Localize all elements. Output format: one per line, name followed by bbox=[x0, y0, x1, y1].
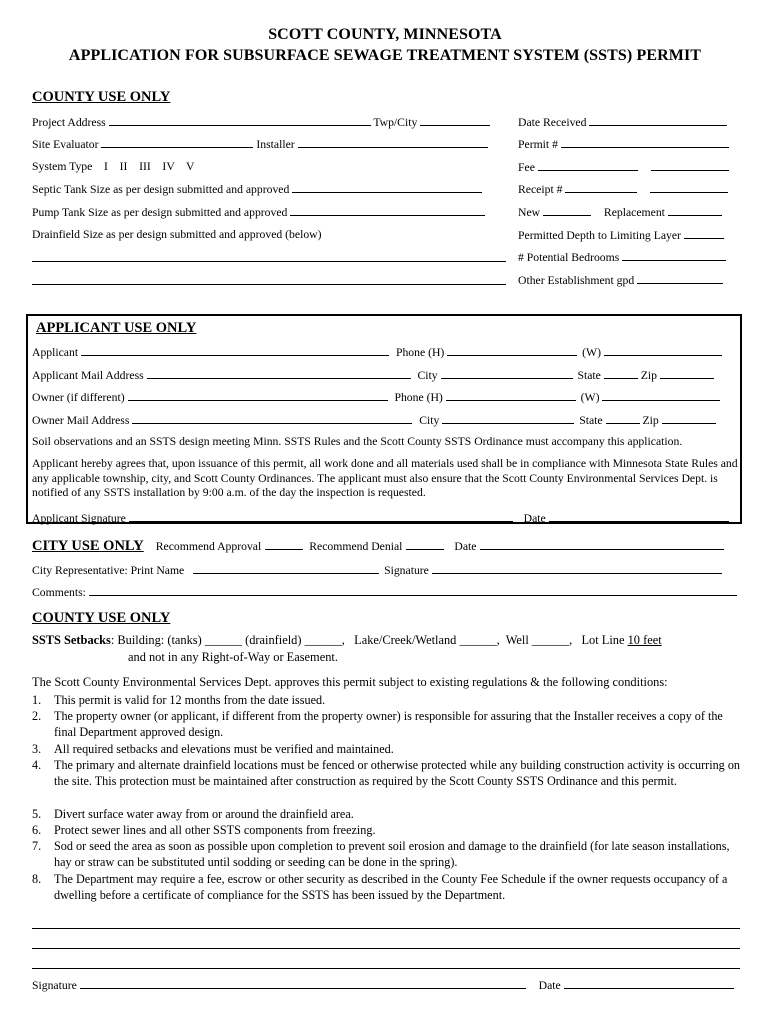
permit-number-field[interactable] bbox=[561, 137, 729, 148]
applicant-phone-h-label: Phone (H) bbox=[395, 346, 445, 359]
fee-label: Fee bbox=[518, 161, 535, 174]
applicant-zip-label: Zip bbox=[640, 369, 657, 382]
drainfield-line-1[interactable] bbox=[32, 261, 506, 262]
applicant-phone-w-label: (W) bbox=[582, 346, 601, 359]
septic-tank-field[interactable] bbox=[292, 182, 482, 193]
project-address-row bbox=[32, 115, 490, 130]
owner-phone-h-field[interactable] bbox=[446, 390, 576, 401]
septic-tank-row bbox=[32, 182, 482, 197]
receipt-field-2[interactable] bbox=[650, 182, 728, 193]
condition-number: 2. bbox=[32, 709, 42, 723]
owner-phone-w-label: (W) bbox=[580, 391, 600, 404]
condition-text: The property owner (or applicant, if different from the property owner) is responsible for assuring that the Installer receives a copy of the final Department approved design. bbox=[54, 709, 723, 740]
applicant-phone-h-field[interactable] bbox=[447, 345, 577, 356]
setbacks-label: SSTS Setbacks bbox=[32, 633, 111, 647]
owner-state-label: State bbox=[579, 414, 603, 427]
date-received-field[interactable] bbox=[589, 115, 727, 126]
county-date-label: Date bbox=[538, 979, 561, 992]
receipt-row bbox=[518, 182, 728, 197]
receipt-label: Receipt # bbox=[518, 183, 563, 196]
applicant-row bbox=[32, 345, 722, 360]
date-received-label: Date Received bbox=[518, 116, 587, 129]
applicant-state-label: State bbox=[577, 369, 601, 382]
owner-zip-label: Zip bbox=[642, 414, 659, 427]
county-signature-row bbox=[32, 978, 734, 993]
recommend-denial-field[interactable] bbox=[406, 539, 444, 550]
date-received-row bbox=[518, 115, 727, 130]
condition-number: 1. bbox=[32, 693, 42, 707]
notes-line-3[interactable] bbox=[32, 968, 740, 969]
applicant-signature-label: Applicant Signature bbox=[32, 512, 126, 525]
recommend-approval-label: Recommend Approval bbox=[155, 540, 262, 553]
applicant-signature-field[interactable] bbox=[129, 511, 513, 522]
replacement-label: Replacement bbox=[603, 206, 665, 219]
owner-mail-field[interactable] bbox=[132, 413, 412, 424]
other-gpd-row bbox=[518, 273, 723, 288]
applicant-mail-row bbox=[32, 368, 714, 383]
county-use-heading-2: COUNTY USE ONLY bbox=[32, 610, 171, 626]
comments-row bbox=[32, 585, 737, 600]
county-date-field[interactable] bbox=[564, 978, 734, 989]
setbacks-row bbox=[32, 633, 662, 648]
project-address-field[interactable] bbox=[109, 115, 371, 126]
permitted-depth-row bbox=[518, 228, 724, 243]
fee-field[interactable] bbox=[538, 160, 638, 171]
lot-line-value: 10 feet bbox=[627, 633, 662, 647]
approval-intro: The Scott County Environmental Services Dept. approves this permit subject to existing regulations & the following conditions: bbox=[32, 675, 668, 689]
permitted-depth-field[interactable] bbox=[684, 228, 724, 239]
evaluator-row bbox=[32, 137, 488, 152]
applicant-mail-label: Applicant Mail Address bbox=[32, 369, 144, 382]
condition-number: 5. bbox=[32, 807, 42, 821]
condition-number: 8. bbox=[32, 872, 42, 886]
applicant-signature-row bbox=[32, 511, 729, 526]
system-type-options[interactable]: System Type I II III IV V bbox=[32, 160, 195, 173]
project-address-label: Project Address bbox=[32, 116, 106, 129]
city-signature-label: Signature bbox=[384, 564, 429, 577]
owner-mail-label: Owner Mail Address bbox=[32, 414, 130, 427]
septic-tank-label: Septic Tank Size as per design submitted and approved bbox=[32, 183, 290, 196]
applicant-phone-w-field[interactable] bbox=[604, 345, 722, 356]
county-signature-label: Signature bbox=[32, 979, 77, 992]
applicant-date-field[interactable] bbox=[549, 511, 729, 522]
form-title: SCOTT COUNTY, MINNESOTA bbox=[268, 26, 502, 43]
pump-tank-row bbox=[32, 205, 485, 220]
applicant-zip-field[interactable] bbox=[660, 368, 714, 379]
drainfield-size-label: Drainfield Size as per design submitted and approved (below) bbox=[32, 228, 322, 241]
city-date-field[interactable] bbox=[480, 539, 724, 550]
owner-city-field[interactable] bbox=[442, 413, 574, 424]
potential-bedrooms-field[interactable] bbox=[622, 250, 726, 261]
condition-text: Divert surface water away from or around the drainfield area. bbox=[54, 807, 354, 821]
pump-tank-field[interactable] bbox=[290, 205, 485, 216]
owner-zip-field[interactable] bbox=[662, 413, 716, 424]
replacement-field[interactable] bbox=[668, 205, 722, 216]
condition-text: The Department may require a fee, escrow or other security as described in the County Fee Schedule if the owner requests occupancy of a dwelling before a certificate of compliance for the SSTS has been issued by the Department. bbox=[54, 872, 728, 903]
condition-text: All required setbacks and elevations must be verified and maintained. bbox=[54, 742, 394, 756]
applicant-date-label: Date bbox=[523, 512, 546, 525]
potential-bedrooms-label: # Potential Bedrooms bbox=[518, 251, 620, 264]
site-evaluator-label: Site Evaluator bbox=[32, 138, 99, 151]
owner-label: Owner (if different) bbox=[32, 391, 125, 404]
owner-phone-w-field[interactable] bbox=[602, 390, 720, 401]
city-rep-label: City Representative: Print Name bbox=[32, 564, 185, 577]
drainfield-line-2[interactable] bbox=[32, 284, 506, 285]
owner-state-field[interactable] bbox=[606, 413, 640, 424]
receipt-field[interactable] bbox=[565, 182, 637, 193]
installer-label: Installer bbox=[256, 138, 295, 151]
owner-city-label: City bbox=[419, 414, 440, 427]
notes-line-1[interactable] bbox=[32, 928, 740, 929]
applicant-label: Applicant bbox=[32, 346, 79, 359]
owner-phone-h-label: Phone (H) bbox=[394, 391, 443, 404]
other-gpd-label: Other Establishment gpd bbox=[518, 274, 635, 287]
setbacks-text: : Building: (tanks) ______ (drainfield) ______, Lake/Creek/Wetland ______, Well ______, Lot Line bbox=[110, 633, 628, 647]
condition-number: 6. bbox=[32, 823, 42, 837]
comments-field[interactable] bbox=[89, 585, 737, 596]
soil-observation-note: Soil observations and an SSTS design meeting Minn. SSTS Rules and the Scott County SSTS Ordinance must accompany this application. bbox=[32, 435, 683, 448]
permit-row bbox=[518, 137, 729, 152]
applicant-mail-field[interactable] bbox=[147, 368, 411, 379]
twp-city-label: Twp/City bbox=[373, 116, 418, 129]
condition-text: Protect sewer lines and all other SSTS components from freezing. bbox=[54, 823, 376, 837]
recommend-approval-field[interactable] bbox=[265, 539, 303, 550]
other-gpd-field[interactable] bbox=[637, 273, 723, 284]
recommend-denial-label: Recommend Denial bbox=[309, 540, 403, 553]
condition-number: 3. bbox=[32, 742, 42, 756]
pump-tank-label: Pump Tank Size as per design submitted and approved bbox=[32, 206, 288, 219]
owner-name-field[interactable] bbox=[128, 390, 388, 401]
city-use-heading: CITY USE ONLY bbox=[32, 538, 144, 554]
city-rep-row bbox=[32, 563, 722, 578]
condition-number: 7. bbox=[32, 839, 42, 853]
applicant-agreement-text: Applicant hereby agrees that, upon issuance of this permit, all work done and all materials used shall be in compliance with Minnesota State Rules and any applicable township, city, and Scott County Ordinances. The applicant must also ensure that the Scott County Environmental Services Dept. is notified of any SSTS installation by 9:00 a.m. of the day the inspection is requested. bbox=[32, 457, 738, 500]
new-field[interactable] bbox=[543, 205, 591, 216]
bedrooms-row bbox=[518, 250, 726, 265]
condition-text: Sod or seed the area as soon as possible upon completion to prevent soil erosion and damage to the drainfield (for late season installations, hay or straw can be substituted until sodding or seeding can be done in the spring). bbox=[54, 839, 730, 870]
condition-text: This permit is valid for 12 months from the date issued. bbox=[54, 693, 326, 707]
condition-number: 4. bbox=[32, 758, 42, 772]
county-use-heading: COUNTY USE ONLY bbox=[32, 89, 171, 105]
form-subtitle: APPLICATION FOR SUBSURFACE SEWAGE TREATMENT SYSTEM (SSTS) PERMIT bbox=[68, 47, 702, 64]
new-label: New bbox=[518, 206, 541, 219]
applicant-city-label: City bbox=[417, 369, 438, 382]
twp-city-field[interactable] bbox=[420, 115, 490, 126]
city-rep-name-field[interactable] bbox=[193, 563, 379, 574]
owner-row bbox=[32, 390, 720, 405]
condition-text: The primary and alternate drainfield locations must be fenced or otherwise protected while any building construction activity is occurring on the site. This protection must be maintained after construction as required by the Scott County SSTS Ordinance and this permit. bbox=[54, 758, 741, 789]
permitted-depth-label: Permitted Depth to Limiting Layer bbox=[518, 229, 681, 242]
fee-row bbox=[518, 160, 729, 175]
comments-label: Comments: bbox=[32, 586, 86, 599]
owner-mail-row bbox=[32, 413, 716, 428]
fee-field-2[interactable] bbox=[651, 160, 729, 171]
notes-line-2[interactable] bbox=[32, 948, 740, 949]
new-replacement-row bbox=[518, 205, 722, 220]
city-use-row bbox=[32, 537, 724, 555]
applicant-use-heading: APPLICANT USE ONLY bbox=[36, 320, 197, 336]
city-signature-field[interactable] bbox=[432, 563, 722, 574]
county-signature-field[interactable] bbox=[80, 978, 526, 989]
permit-number-label: Permit # bbox=[518, 138, 558, 151]
city-date-label: Date bbox=[454, 540, 477, 553]
installer-field[interactable] bbox=[298, 137, 488, 148]
applicant-city-field[interactable] bbox=[441, 368, 573, 379]
setbacks-line-2: and not in any Right-of-Way or Easement. bbox=[128, 650, 338, 664]
site-evaluator-field[interactable] bbox=[101, 137, 253, 148]
applicant-name-field[interactable] bbox=[81, 345, 389, 356]
applicant-state-field[interactable] bbox=[604, 368, 638, 379]
